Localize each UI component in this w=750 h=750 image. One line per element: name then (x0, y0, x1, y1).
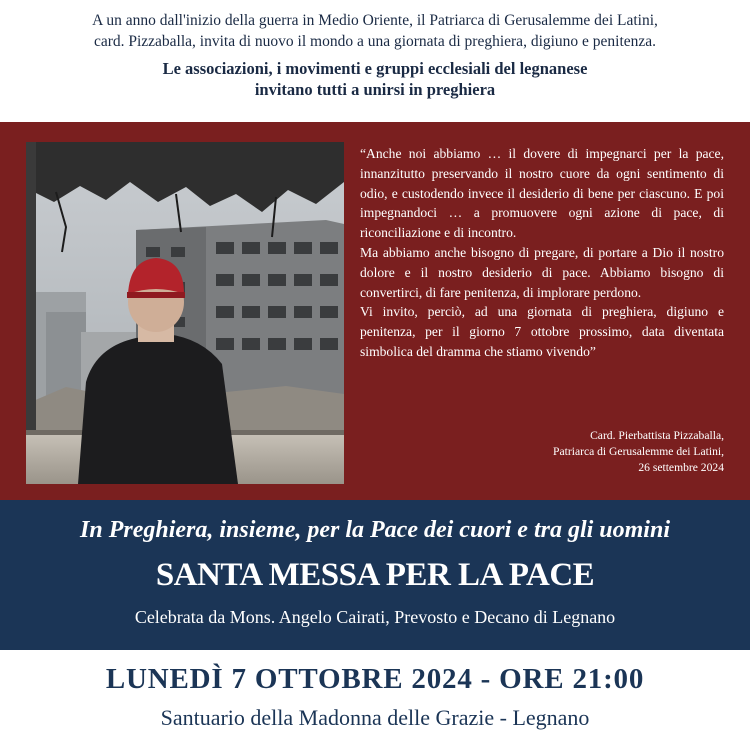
invitation-line: invitano tutti a unirsi in preghiera (254, 80, 496, 99)
quote-paragraph: “Anche noi abbiamo … il dovere di impegnarci per la pace, innanzitutto preservando il nostro cuore da ogni sentimento di odio, e custodendo invece il desiderio di bene per ciascuno. E poi impegnandoci … a promuovere ogni azione di pace, di riconciliazione e di incontro. (360, 146, 724, 241)
event-tagline: In Preghiera, insieme, per la Pace dei cuori e tra gli uomini (80, 517, 670, 543)
cardinal-photo (26, 142, 344, 484)
intro-paragraph (0, 10, 750, 52)
signature-role: Patriarca di Gerusalemme dei Latini, (553, 445, 724, 458)
event-venue: Santuario della Madonna delle Grazie - Legnano (160, 705, 590, 730)
invitation-paragraph (0, 58, 750, 100)
event-datetime: LUNEDÌ 7 OTTOBRE 2024 - ORE 21:00 (105, 663, 645, 695)
quote-paragraph: Ma abbiamo anche bisogno di pregare, di portare a Dio il nostro dolore e il nostro desiderio di pace. Abbiamo bisogno di convertirci, di fare penitenza, di implorare perdono. (360, 244, 724, 300)
event-celebrant: Celebrata da Mons. Angelo Cairati, Prevosto e Decano di Legnano (134, 607, 616, 627)
quote-section (0, 122, 750, 500)
quote-signature (553, 428, 724, 476)
invitation-line: Le associazioni, i movimenti e gruppi ecclesiali del legnanese (162, 59, 588, 78)
event-title: SANTA MESSA PER LA PACE (155, 557, 595, 593)
signature-date: 26 settembre 2024 (638, 461, 724, 474)
intro-line: A un anno dall'inizio della guerra in Medio Oriente, il Patriarca di Gerusalemme dei Latini, (92, 12, 658, 29)
signature-name: Card. Pierbattista Pizzaballa, (590, 429, 724, 442)
quote-paragraph: Vi invito, perciò, ad una giornata di preghiera, digiuno e penitenza, per il giorno 7 ottobre prossimo, data diventata simbolica del dramma che stiamo vivendo” (360, 304, 724, 359)
pizzaballa-quote (360, 144, 724, 362)
intro-section (0, 0, 750, 122)
intro-line: card. Pizzaballa, invita di nuovo il mondo a una giornata di preghiera, digiuno e penitenza. (93, 33, 657, 50)
event-banner (0, 500, 750, 650)
